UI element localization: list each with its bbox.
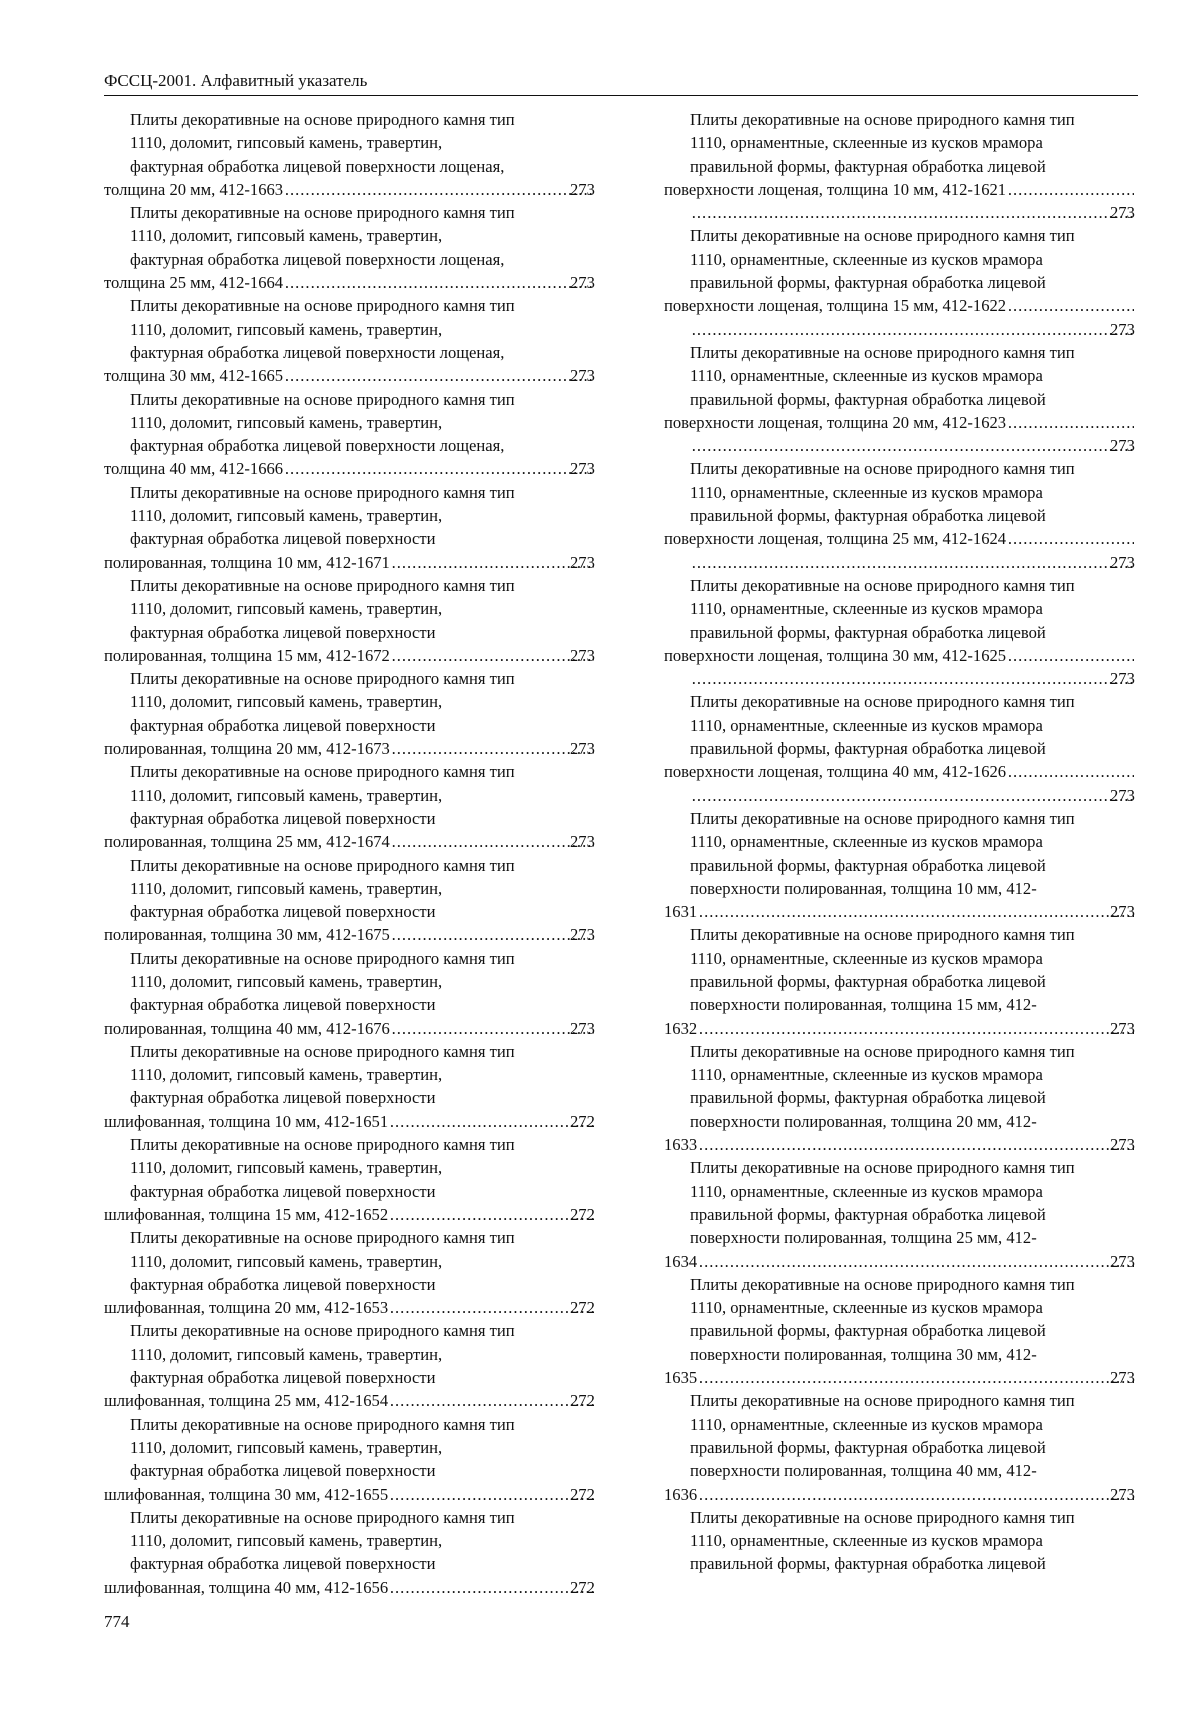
entry-line: Плиты декоративные на основе природного камня тип	[690, 110, 1075, 129]
entry-line: фактурная обработка лицевой поверхности	[130, 1554, 436, 1574]
entry-line: правильной формы, фактурная обработка лицевой	[690, 622, 1046, 642]
entry-line: 1110, доломит, гипсовый камень, травертин,	[130, 599, 443, 619]
entry-line: фактурная обработка лицевой поверхности лощеная,	[130, 436, 505, 456]
entry-line: 1110, орнаментные, склеенные из кусков мрамора	[690, 366, 1043, 386]
dot-leader	[285, 457, 594, 480]
index-entry	[664, 923, 1136, 1039]
entry-line: фактурная обработка лицевой поверхности	[130, 1274, 436, 1294]
entry-line: Плиты декоративные на основе природного камня тип	[690, 1507, 1075, 1527]
entry-line: 1110, орнаментные, склеенные из кусков мрамора	[690, 832, 1043, 852]
entry-text: толщина 20 мм, 412-1663	[104, 179, 284, 199]
entry-line: 1110, доломит, гипсовый камень, травертин,	[130, 319, 443, 339]
entry-last-line: полированная, толщина 15 мм, 412-1672 ..... 273	[130, 644, 596, 667]
dot-leader	[285, 271, 594, 294]
entry-line: Плиты декоративные на основе природного камня тип	[690, 692, 1075, 712]
entry-line: Плиты декоративные на основе природного камня тип	[130, 762, 515, 782]
entry-text: шлифованная, толщина 15 мм, 412-1652	[104, 1204, 389, 1224]
entry-line: правильной формы, фактурная обработка лицевой	[690, 1204, 1046, 1224]
entry-last-line: толщина 40 мм, 412-1666 ..... 273	[130, 457, 596, 480]
entry-line: Плиты декоративные на основе природного камня тип	[130, 1041, 515, 1061]
entry-line: 1110, доломит, гипсовый камень, травертин,	[130, 1531, 443, 1551]
entry-line: поверхности полированная, толщина 20 мм, 412-	[690, 1111, 1037, 1131]
entry-line: 1110, орнаментные, склеенные из кусков мрамора	[690, 482, 1043, 502]
entry-line: Плиты декоративные на основе природного камня тип	[130, 203, 515, 223]
dot-leader	[1008, 644, 1134, 667]
entry-line: фактурная обработка лицевой поверхности	[130, 529, 436, 549]
entry-last-line: полированная, толщина 10 мм, 412-1671 ..... 273	[130, 551, 596, 574]
dot-leader	[392, 644, 594, 667]
dot-leader	[699, 1250, 1134, 1273]
entry-text: шлифованная, толщина 20 мм, 412-1653	[104, 1298, 389, 1318]
entry-line: Плиты декоративные на основе природного камня тип	[690, 808, 1075, 828]
dot-leader	[390, 1483, 594, 1506]
entry-text: 1632	[664, 1018, 698, 1038]
right-index-column	[664, 108, 1136, 1576]
entry-last-line: 1632 ..... 273	[690, 1017, 1136, 1040]
entry-line: 1110, доломит, гипсовый камень, травертин,	[130, 412, 443, 432]
index-entry	[104, 1226, 596, 1319]
dot-leader	[699, 1366, 1134, 1389]
entry-last-line: ..... 273	[690, 201, 1136, 224]
entry-line: поверхности полированная, толщина 40 мм, 412-	[690, 1461, 1037, 1481]
page-number: 774	[104, 1612, 130, 1631]
entry-text: поверхности лощеная, толщина 20 мм, 412-1623	[664, 412, 1007, 432]
entry-line: 1110, орнаментные, склеенные из кусков мрамора	[690, 249, 1043, 269]
entry-line: 1110, орнаментные, склеенные из кусков мрамора	[690, 133, 1043, 153]
entry-line: 1110, доломит, гипсовый камень, травертин,	[130, 971, 443, 991]
entry-last-line: 1633 ..... 273	[690, 1133, 1136, 1156]
entry-line: правильной формы, фактурная обработка лицевой	[690, 273, 1046, 293]
dot-leader	[390, 1110, 594, 1133]
entry-line: Плиты декоративные на основе природного камня тип	[130, 669, 515, 689]
entry-line	[664, 294, 1136, 317]
index-entry	[664, 1273, 1136, 1389]
entry-last-line: толщина 25 мм, 412-1664 ..... 273	[130, 271, 596, 294]
entry-line: 1110, доломит, гипсовый камень, травертин,	[130, 878, 443, 898]
entry-last-line: полированная, толщина 30 мм, 412-1675 ..... 273	[130, 923, 596, 946]
entry-line: 1110, доломит, гипсовый камень, травертин,	[130, 1437, 443, 1457]
entry-text: 1634	[664, 1251, 698, 1271]
left-index-column	[104, 108, 596, 1599]
entry-text: шлифованная, толщина 30 мм, 412-1655	[104, 1484, 389, 1504]
entry-line: Плиты декоративные на основе природного камня тип	[130, 1321, 515, 1341]
dot-leader	[699, 1483, 1134, 1506]
dot-leader	[392, 737, 594, 760]
entry-text: шлифованная, толщина 25 мм, 412-1654	[104, 1391, 389, 1411]
entry-text: поверхности лощеная, толщина 10 мм, 412-1621	[664, 179, 1007, 199]
index-entry	[664, 224, 1136, 340]
entry-last-line: полированная, толщина 40 мм, 412-1676 ..... 273	[130, 1017, 596, 1040]
entry-last-line: 1634 ..... 273	[690, 1250, 1136, 1273]
dot-leader	[390, 1389, 594, 1412]
entry-text: шлифованная, толщина 10 мм, 412-1651	[104, 1111, 389, 1131]
entry-line: 1110, доломит, гипсовый камень, травертин,	[130, 133, 443, 153]
entry-line: фактурная обработка лицевой поверхности лощеная,	[130, 156, 505, 176]
entry-line: правильной формы, фактурная обработка лицевой	[690, 971, 1046, 991]
index-entry	[104, 1413, 596, 1506]
entry-line: фактурная обработка лицевой поверхности лощеная,	[130, 249, 505, 269]
entry-line: 1110, орнаментные, склеенные из кусков мрамора	[690, 1065, 1043, 1085]
entry-line: правильной формы, фактурная обработка лицевой	[690, 1437, 1046, 1457]
index-entry	[664, 807, 1136, 923]
entry-last-line: шлифованная, толщина 30 мм, 412-1655 ..... 272	[130, 1483, 596, 1506]
entry-last-line: ..... 273	[690, 784, 1136, 807]
entry-text: поверхности лощеная, толщина 15 мм, 412-1622	[664, 296, 1007, 316]
entry-line: 1110, доломит, гипсовый камень, травертин,	[130, 1251, 443, 1271]
entry-text: 1636	[664, 1484, 698, 1504]
entry-text: 1635	[664, 1368, 698, 1388]
dot-leader	[692, 551, 1134, 574]
entry-line: фактурная обработка лицевой поверхности	[130, 808, 436, 828]
entry-line: 1110, орнаментные, склеенные из кусков мрамора	[690, 1414, 1043, 1434]
entry-line	[664, 760, 1136, 783]
index-entry	[104, 854, 596, 947]
index-entry	[104, 760, 596, 853]
entry-line: 1110, доломит, гипсовый камень, травертин,	[130, 692, 443, 712]
entry-last-line: шлифованная, толщина 15 мм, 412-1652 ..... 272	[130, 1203, 596, 1226]
dot-leader	[699, 900, 1134, 923]
entry-text: шлифованная, толщина 40 мм, 412-1656	[104, 1577, 389, 1597]
entry-line: правильной формы, фактурная обработка лицевой	[690, 855, 1046, 875]
entry-line	[664, 178, 1136, 201]
dot-leader	[1008, 178, 1134, 201]
entry-line: Плиты декоративные на основе природного камня тип	[130, 110, 515, 129]
index-entry	[104, 108, 596, 201]
dot-leader	[392, 923, 594, 946]
dot-leader	[390, 1203, 594, 1226]
entry-last-line: шлифованная, толщина 40 мм, 412-1656 ..... 272	[130, 1576, 596, 1599]
dot-leader	[699, 1017, 1134, 1040]
dot-leader	[285, 178, 594, 201]
entry-line: 1110, доломит, гипсовый камень, травертин,	[130, 785, 443, 805]
entry-line: фактурная обработка лицевой поверхности	[130, 715, 436, 735]
entry-line: 1110, доломит, гипсовый камень, травертин,	[130, 506, 443, 526]
entry-last-line: толщина 30 мм, 412-1665 ..... 273	[130, 364, 596, 387]
index-entry	[104, 667, 596, 760]
entry-last-line: шлифованная, толщина 10 мм, 412-1651 ..... 272	[130, 1110, 596, 1133]
entry-line: фактурная обработка лицевой поверхности	[130, 1368, 436, 1388]
index-entry	[104, 1133, 596, 1226]
entry-line: фактурная обработка лицевой поверхности	[130, 1181, 436, 1201]
entry-line: Плиты декоративные на основе природного камня тип	[690, 1158, 1075, 1178]
index-entry	[664, 1040, 1136, 1156]
entry-line: 1110, доломит, гипсовый камень, травертин,	[130, 1065, 443, 1085]
entry-line: 1110, орнаментные, склеенные из кусков мрамора	[690, 948, 1043, 968]
entry-line: Плиты декоративные на основе природного камня тип	[130, 1135, 515, 1155]
dot-leader	[1008, 527, 1134, 550]
entry-line: правильной формы, фактурная обработка лицевой	[690, 506, 1046, 526]
entry-text: 1631	[664, 902, 698, 922]
dot-leader	[392, 830, 594, 853]
entry-text: полированная, толщина 40 мм, 412-1676	[104, 1018, 390, 1038]
index-entry	[664, 1506, 1136, 1576]
index-entry	[664, 574, 1136, 690]
entry-line: фактурная обработка лицевой поверхности	[130, 1088, 436, 1108]
index-entry	[104, 388, 596, 481]
entry-line: 1110, орнаментные, склеенные из кусков мрамора	[690, 599, 1043, 619]
entry-last-line: 1636 ..... 273	[690, 1483, 1136, 1506]
entry-line: правильной формы, фактурная обработка лицевой	[690, 1554, 1046, 1574]
entry-line: 1110, орнаментные, склеенные из кусков мрамора	[690, 1181, 1043, 1201]
dot-leader	[692, 667, 1134, 690]
entry-line: правильной формы, фактурная обработка лицевой	[690, 1321, 1046, 1341]
entry-line: 1110, орнаментные, склеенные из кусков мрамора	[690, 1298, 1043, 1318]
entry-line: 1110, доломит, гипсовый камень, травертин,	[130, 226, 443, 246]
index-entry	[664, 341, 1136, 457]
entry-line: поверхности полированная, толщина 10 мм, 412-	[690, 878, 1037, 898]
entry-line: поверхности полированная, толщина 25 мм, 412-	[690, 1228, 1037, 1248]
entry-text: поверхности лощеная, толщина 25 мм, 412-1624	[664, 529, 1007, 549]
index-entry	[664, 1156, 1136, 1272]
entry-line: Плиты декоративные на основе природного камня тип	[130, 1507, 515, 1527]
entry-last-line: 1631 ..... 273	[690, 900, 1136, 923]
entry-line: фактурная обработка лицевой поверхности	[130, 902, 436, 922]
entry-text: полированная, толщина 30 мм, 412-1675	[104, 925, 390, 945]
entry-last-line: шлифованная, толщина 20 мм, 412-1653 ..... 272	[130, 1296, 596, 1319]
dot-leader	[1008, 294, 1134, 317]
entry-last-line: толщина 20 мм, 412-1663 ..... 273	[130, 178, 596, 201]
entry-line: Плиты декоративные на основе природного камня тип	[690, 1391, 1075, 1411]
dot-leader	[390, 1576, 594, 1599]
entry-line: правильной формы, фактурная обработка лицевой	[690, 739, 1046, 759]
entry-line: 1110, орнаментные, склеенные из кусков мрамора	[690, 715, 1043, 735]
entry-text: толщина 40 мм, 412-1666	[104, 459, 284, 479]
index-entry	[664, 457, 1136, 573]
dot-leader	[692, 201, 1134, 224]
entry-text: толщина 30 мм, 412-1665	[104, 366, 284, 386]
entry-text: 1633	[664, 1135, 698, 1155]
entry-line: Плиты декоративные на основе природного камня тип	[690, 575, 1075, 595]
dot-leader	[392, 1017, 594, 1040]
entry-last-line: ..... 273	[690, 318, 1136, 341]
running-header: ФССЦ-2001. Алфавитный указатель	[104, 68, 1138, 96]
dot-leader	[692, 318, 1134, 341]
entry-line: фактурная обработка лицевой поверхности	[130, 1461, 436, 1481]
dot-leader	[692, 434, 1134, 457]
entry-line: Плиты декоративные на основе природного камня тип	[130, 389, 515, 409]
entry-line	[664, 527, 1136, 550]
entry-line: Плиты декоративные на основе природного камня тип	[130, 948, 515, 968]
entry-text: толщина 25 мм, 412-1664	[104, 273, 284, 293]
entry-line: Плиты декоративные на основе природного камня тип	[130, 482, 515, 502]
entry-last-line: ..... 273	[690, 551, 1136, 574]
entry-last-line: 1635 ..... 273	[690, 1366, 1136, 1389]
entry-line	[664, 411, 1136, 434]
entry-last-line: ..... 273	[690, 667, 1136, 690]
entry-last-line: ..... 273	[690, 434, 1136, 457]
entry-line: Плиты декоративные на основе природного камня тип	[690, 459, 1075, 479]
entry-line	[664, 644, 1136, 667]
entry-line: Плиты декоративные на основе природного камня тип	[130, 575, 515, 595]
entry-line: Плиты декоративные на основе природного камня тип	[690, 342, 1075, 362]
entry-line: поверхности полированная, толщина 15 мм, 412-	[690, 995, 1037, 1015]
index-entry	[104, 1040, 596, 1133]
entry-text: полированная, толщина 20 мм, 412-1673	[104, 739, 390, 759]
entry-text: поверхности лощеная, толщина 40 мм, 412-1626	[664, 762, 1007, 782]
entry-line: правильной формы, фактурная обработка лицевой	[690, 1088, 1046, 1108]
entry-text: поверхности лощеная, толщина 30 мм, 412-1625	[664, 645, 1007, 665]
index-entry	[104, 201, 596, 294]
entry-line: Плиты декоративные на основе природного камня тип	[130, 296, 515, 316]
index-entry	[104, 481, 596, 574]
entry-line: 1110, доломит, гипсовый камень, травертин,	[130, 1158, 443, 1178]
index-entry	[664, 1389, 1136, 1505]
entry-line: 1110, доломит, гипсовый камень, травертин,	[130, 1344, 443, 1364]
entry-text: полированная, толщина 10 мм, 412-1671	[104, 552, 390, 572]
entry-line: Плиты декоративные на основе природного камня тип	[690, 226, 1075, 246]
dot-leader	[1008, 760, 1134, 783]
index-entry	[104, 294, 596, 387]
entry-line: Плиты декоративные на основе природного камня тип	[130, 1228, 515, 1248]
entry-line: правильной формы, фактурная обработка лицевой	[690, 156, 1046, 176]
entry-line: фактурная обработка лицевой поверхности	[130, 995, 436, 1015]
entry-line: Плиты декоративные на основе природного камня тип	[130, 855, 515, 875]
entry-line: Плиты декоративные на основе природного камня тип	[690, 1274, 1075, 1294]
index-entry	[664, 690, 1136, 806]
entry-line: поверхности полированная, толщина 30 мм, 412-	[690, 1344, 1037, 1364]
entry-last-line: полированная, толщина 25 мм, 412-1674 ..... 273	[130, 830, 596, 853]
entry-text: полированная, толщина 25 мм, 412-1674	[104, 832, 390, 852]
dot-leader	[1008, 411, 1134, 434]
index-entry	[104, 1506, 596, 1599]
entry-line: правильной формы, фактурная обработка лицевой	[690, 389, 1046, 409]
dot-leader	[392, 551, 594, 574]
entry-last-line: шлифованная, толщина 25 мм, 412-1654 ..... 272	[130, 1389, 596, 1412]
index-entry	[664, 108, 1136, 224]
entry-last-line: полированная, толщина 20 мм, 412-1673 ..... 273	[130, 737, 596, 760]
dot-leader	[285, 364, 594, 387]
dot-leader	[692, 784, 1134, 807]
entry-line: фактурная обработка лицевой поверхности лощеная,	[130, 342, 505, 362]
entry-line: фактурная обработка лицевой поверхности	[130, 622, 436, 642]
dot-leader	[699, 1133, 1134, 1156]
index-entry	[104, 574, 596, 667]
entry-line: Плиты декоративные на основе природного камня тип	[130, 1414, 515, 1434]
entry-line: Плиты декоративные на основе природного камня тип	[690, 1041, 1075, 1061]
entry-line: Плиты декоративные на основе природного камня тип	[690, 925, 1075, 945]
index-entry	[104, 947, 596, 1040]
index-entry	[104, 1319, 596, 1412]
dot-leader	[390, 1296, 594, 1319]
entry-text: полированная, толщина 15 мм, 412-1672	[104, 645, 390, 665]
entry-line: 1110, орнаментные, склеенные из кусков мрамора	[690, 1531, 1043, 1551]
